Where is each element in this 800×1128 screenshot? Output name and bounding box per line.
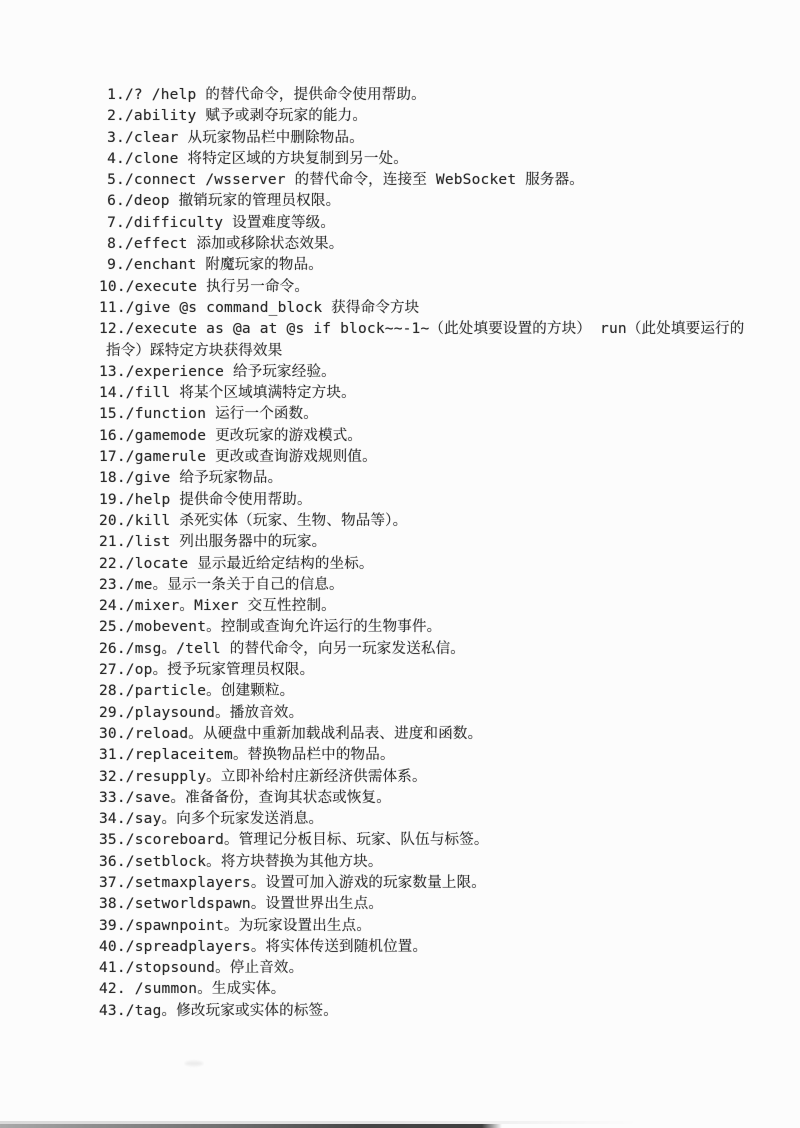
item-number: 23. xyxy=(99,576,126,593)
list-item xyxy=(99,596,759,617)
item-number: 27. xyxy=(99,662,126,679)
list-item xyxy=(99,298,759,319)
item-text: /deop 撤销玩家的管理员权限。 xyxy=(125,193,341,210)
item-text: /mobevent。控制或查询允许运行的生物事件。 xyxy=(125,619,442,636)
list-item xyxy=(99,681,759,702)
item-text: /locate 显示最近给定结构的坐标。 xyxy=(125,555,374,572)
item-number: 8. xyxy=(107,236,125,253)
item-number: 1. xyxy=(107,87,125,103)
list-item xyxy=(99,873,759,894)
list-item xyxy=(99,426,759,447)
item-number: 43. xyxy=(99,1002,126,1019)
list-item xyxy=(99,937,759,958)
item-text: /gamemode 更改玩家的游戏模式。 xyxy=(125,427,363,444)
list-item xyxy=(99,575,759,596)
item-number: 19. xyxy=(99,491,126,508)
item-text: /difficulty 设置难度等级。 xyxy=(125,214,336,231)
item-text: /enchant 附魔玩家的物品。 xyxy=(125,257,323,274)
item-text: /tag。修改玩家或实体的标签。 xyxy=(125,1002,338,1019)
item-number: 20. xyxy=(99,512,126,529)
item-text: /spawnpoint。为玩家设置出生点。 xyxy=(125,917,372,934)
item-number: 29. xyxy=(99,704,126,721)
item-text-continuation: 指令）踩特定方块获得效果 xyxy=(106,342,283,359)
item-number: 11. xyxy=(99,299,126,316)
list-item xyxy=(99,724,759,745)
item-text: /execute 执行另一命令。 xyxy=(125,278,310,295)
list-item xyxy=(99,788,759,809)
item-number: 32. xyxy=(99,768,126,785)
item-text: /resupply。立即补给村庄新经济供需体系。 xyxy=(125,768,427,785)
item-number: 40. xyxy=(99,938,126,955)
item-number: 17. xyxy=(99,449,126,466)
item-text: /clear 从玩家物品栏中删除物品。 xyxy=(125,129,364,146)
item-text: /fill 将某个区域填满特定方块。 xyxy=(125,385,356,402)
item-number: 4. xyxy=(107,150,125,167)
list-item xyxy=(99,511,759,532)
list-item xyxy=(99,490,759,511)
list-item xyxy=(99,106,759,127)
item-number: 28. xyxy=(99,683,126,700)
list-item xyxy=(99,128,759,149)
item-number: 14. xyxy=(99,385,126,402)
item-number: 31. xyxy=(99,747,126,764)
item-text: /save。准备备份，查询其状态或恢复。 xyxy=(125,789,391,806)
item-text: /list 列出服务器中的玩家。 xyxy=(125,534,327,551)
item-text: /gamerule 更改或查询游戏规则值。 xyxy=(125,449,377,466)
item-number: 35. xyxy=(99,832,126,849)
list-item xyxy=(99,660,759,681)
list-item xyxy=(99,277,759,298)
item-text: /help 提供命令使用帮助。 xyxy=(125,491,312,508)
item-text: /playsound。播放音效。 xyxy=(125,704,304,721)
item-text: /experience 给予玩家经验。 xyxy=(125,363,336,380)
item-text: /give 给予玩家物品。 xyxy=(125,470,283,487)
item-text: /msg。/tell 的替代命令，向另一玩家发送私信。 xyxy=(125,640,465,657)
item-text: /stopsound。停止音效。 xyxy=(125,960,304,977)
list-item xyxy=(99,170,759,191)
item-number: 9. xyxy=(107,257,125,274)
list-item xyxy=(99,979,759,1000)
item-text: /connect /wsserver 的替代命令，连接至 WebSocket 服务器。 xyxy=(125,172,584,189)
list-item xyxy=(99,447,759,468)
item-text: /summon。生成实体。 xyxy=(125,981,286,998)
item-text: /particle。创建颗粒。 xyxy=(125,683,295,700)
scan-smudge xyxy=(185,1061,203,1066)
list-item xyxy=(99,468,759,489)
item-text: /function 运行一个函数。 xyxy=(125,406,318,423)
item-number: 24. xyxy=(99,598,126,615)
item-text: /op。授予玩家管理员权限。 xyxy=(125,662,315,679)
item-text: /setworldspawn。设置世界出生点。 xyxy=(125,896,384,913)
list-item xyxy=(99,1001,759,1022)
item-text: /mixer。Mixer 交互性控制。 xyxy=(125,598,336,615)
item-number: 6. xyxy=(107,193,125,210)
list-item xyxy=(99,234,759,255)
item-number: 36. xyxy=(99,853,126,870)
item-number: 15. xyxy=(99,406,126,423)
item-text: /effect 添加或移除状态效果。 xyxy=(125,236,344,253)
list-item xyxy=(99,85,759,106)
item-number: 7. xyxy=(107,214,125,231)
item-number: 22. xyxy=(99,555,126,572)
list-item xyxy=(99,958,759,979)
list-item xyxy=(99,149,759,170)
list-item xyxy=(99,916,759,937)
item-number: 42. xyxy=(99,981,126,998)
item-number: 25. xyxy=(99,619,126,636)
list-item xyxy=(99,383,759,404)
item-number: 18. xyxy=(99,470,126,487)
item-number: 13. xyxy=(99,363,126,380)
item-text: /spreadplayers。将实体传送到随机位置。 xyxy=(125,938,428,955)
list-item xyxy=(99,745,759,766)
list-item xyxy=(99,617,759,638)
item-text: /give @s command_block 获得命令方块 xyxy=(125,299,420,316)
list-item xyxy=(99,255,759,276)
list-item xyxy=(99,404,759,425)
list-item xyxy=(99,809,759,830)
item-number: 34. xyxy=(99,811,126,828)
item-number: 10. xyxy=(99,278,126,295)
item-number: 16. xyxy=(99,427,126,444)
item-text: /me。显示一条关于自己的信息。 xyxy=(125,576,344,593)
list-item xyxy=(99,894,759,915)
list-item xyxy=(99,639,759,660)
list-item xyxy=(99,319,759,362)
item-number: 37. xyxy=(99,874,126,891)
item-text: /kill 杀死实体（玩家、生物、物品等）。 xyxy=(125,512,408,529)
item-text: /say。向多个玩家发送消息。 xyxy=(125,811,324,828)
item-number: 26. xyxy=(99,640,126,657)
item-text: /reload。从硬盘中重新加载战利品表、进度和函数。 xyxy=(125,725,483,742)
item-text: /execute as @a at @s if block~~-1~（此处填要设置的方块） run（此处填要运行的 xyxy=(125,321,745,338)
item-text: /scoreboard。管理记分板目标、玩家、队伍与标签。 xyxy=(125,832,489,849)
item-number: 33. xyxy=(99,789,126,806)
item-number: 3. xyxy=(107,129,125,146)
item-number: 5. xyxy=(107,172,125,189)
item-number: 38. xyxy=(99,896,126,913)
list-item xyxy=(99,852,759,873)
list-item xyxy=(99,191,759,212)
item-number: 30. xyxy=(99,725,126,742)
list-item xyxy=(99,213,759,234)
item-number: 21. xyxy=(99,534,126,551)
item-text: /ability 赋予或剥夺玩家的能力。 xyxy=(125,108,368,125)
list-item xyxy=(99,362,759,383)
list-item xyxy=(99,830,759,851)
scan-edge-artifact xyxy=(0,1124,502,1128)
list-item xyxy=(99,767,759,788)
item-text: /setmaxplayers。设置可加入游戏的玩家数量上限。 xyxy=(125,874,487,891)
item-number: 39. xyxy=(99,917,126,934)
item-text: /replaceitem。替换物品栏中的物品。 xyxy=(125,747,395,764)
list-item xyxy=(99,554,759,575)
item-text: /clone 将特定区域的方块复制到另一处。 xyxy=(125,150,409,167)
item-text: /setblock。将方块替换为其他方块。 xyxy=(125,853,383,870)
item-number: 12. xyxy=(99,321,126,338)
item-text: /? /help 的替代命令，提供命令使用帮助。 xyxy=(125,87,426,103)
item-number: 2. xyxy=(107,108,125,125)
list-item xyxy=(99,532,759,553)
item-number: 41. xyxy=(99,960,126,977)
command-list xyxy=(99,85,759,1022)
list-item xyxy=(99,703,759,724)
